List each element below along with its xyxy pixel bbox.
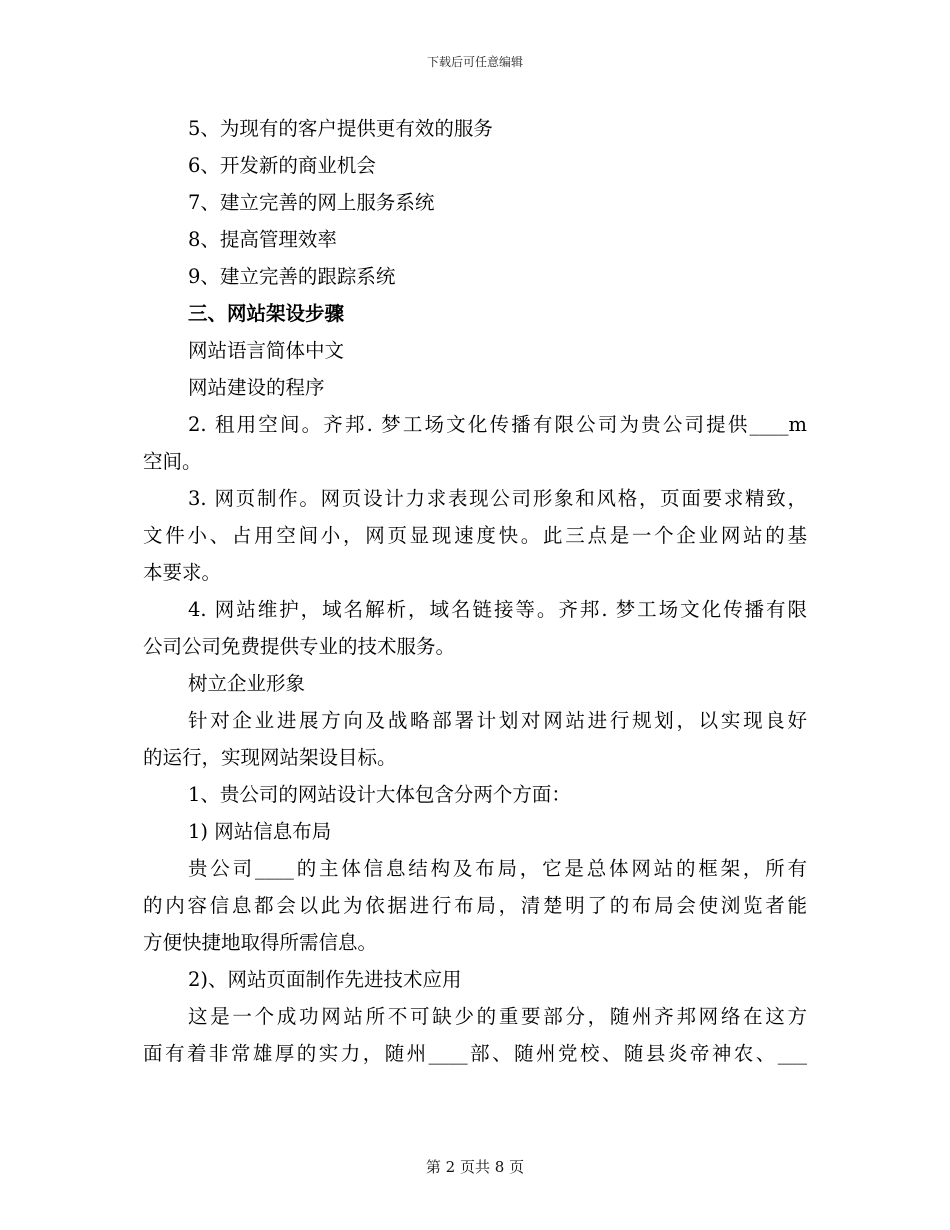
paragraph-line: 网站语言简体中文: [188, 339, 345, 362]
page-header: 下载后可任意编辑: [426, 55, 523, 69]
paragraph-line: 本要求。: [143, 561, 222, 584]
paragraph-line: 的内容信息都会以此为依据进行布局，清楚明了的布局会使浏览者能: [143, 894, 807, 917]
list-item-8: 8、提高管理效率: [188, 228, 337, 251]
paragraph-line: 2. 租用空间。齐邦. 梦工场文化传播有限公司为贵公司提供____m: [188, 413, 807, 436]
paragraph-line: 文件小、占用空间小，网页显现速度快。此三点是一个企业网站的基: [143, 524, 807, 547]
paragraph-line: 这是一个成功网站所不可缺少的重要部分，随州齐邦网络在这方: [188, 1005, 807, 1028]
list-item-5: 5、为现有的客户提供更有效的服务: [188, 117, 493, 140]
paragraph-line: 面有着非常雄厚的实力，随州____部、随州党校、随县炎帝神农、___: [143, 1042, 807, 1065]
list-item-9: 9、建立完善的跟踪系统: [188, 265, 396, 288]
paragraph-line: 空间。: [143, 450, 202, 473]
paragraph-line: 针对企业进展方向及战略部署计划对网站进行规划，以实现良好: [188, 709, 807, 732]
document-body: [143, 110, 807, 1072]
paragraph-line: 网站建设的程序: [188, 376, 325, 399]
paragraph-line: 方便快捷地取得所需信息。: [143, 931, 378, 954]
paragraph-line: 贵公司____的主体信息结构及布局，它是总体网站的框架，所有: [188, 857, 807, 880]
paragraph-line: 3. 网页制作。网页设计力求表现公司形象和风格，页面要求精致，: [188, 487, 807, 510]
paragraph-line: 1) 网站信息布局: [188, 820, 332, 843]
list-item-6: 6、开发新的商业机会: [188, 154, 376, 177]
list-item-7: 7、建立完善的网上服务系统: [188, 191, 435, 214]
paragraph-line: 树立企业形象: [188, 672, 306, 695]
paragraph-line: 4. 网站维护，域名解析，域名链接等。齐邦. 梦工场文化传播有限: [188, 598, 807, 621]
paragraph-line: 1、贵公司的网站设计大体包含分两个方面：: [188, 783, 571, 806]
paragraph-line: 公司公司免费提供专业的技术服务。: [143, 635, 456, 658]
page-number: 第 2 页共 8 页: [425, 1158, 525, 1176]
paragraph-line: 的运行，实现网站架设目标。: [143, 746, 397, 769]
section-heading: 三、网站架设步骤: [188, 302, 345, 325]
paragraph-line: 2)、网站页面制作先进技术应用: [188, 968, 462, 991]
